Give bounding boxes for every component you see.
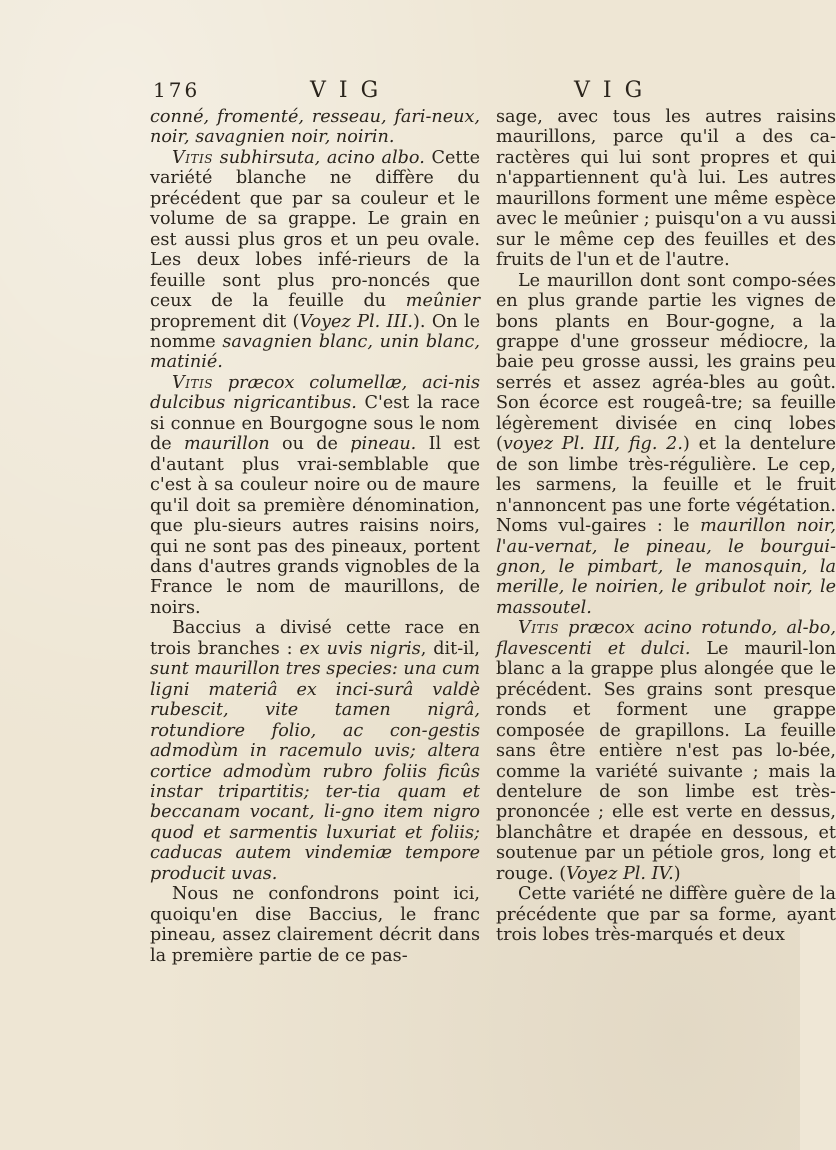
text-run: Il est d'autant plus vrai-semblable que c'est à sa couleur noire ou de maure qu'il doit sa première dénomination, que plu-sieurs autres raisins noirs, qui ne sont pas des pineaux, portent dans d'autres grands vignobles de la France le nom de maurillons, de noirs. bbox=[150, 434, 480, 618]
text-run: Le mauril-lon blanc a la grappe plus alongée que le précédent. Ses grains sont presque ronds et forment une grappe composée de grapillons. La feuille sans être entière n'est pas lo-bée, comme la variété suivante ; mais la dentelure de son limbe est très-prononcée ; elle est verte en dessus, blanchâtre et drapée en dessous, et soutenue par un pétiole gros, long et rouge. ( bbox=[496, 638, 836, 884]
italic-term: meûnier bbox=[405, 291, 480, 312]
plate-reference: Voyez Pl. III. bbox=[299, 311, 413, 332]
paragraph bbox=[496, 618, 836, 884]
species-name: Vitis bbox=[172, 372, 213, 393]
text-run: ) bbox=[673, 863, 681, 884]
left-column bbox=[150, 107, 480, 966]
species-name: Vitis bbox=[518, 618, 559, 639]
paragraph bbox=[496, 884, 836, 945]
text-run: Le maurillon dont sont compo-sées en plus grande partie les vignes de bons plants en Bour-gogne, a la grappe d'une grosseur médiocre, la baie peu grosse aussi, les grains peu serrés et assez agréa-bles au goût. Son écorce est rougeâ-tre; sa feuille légèrement divisée en cinq lobes ( bbox=[496, 270, 836, 455]
text-run: C'est la race si connue en Bourgogne sous le nom de bbox=[150, 393, 480, 455]
text-run: Baccius a divisé cette race en trois branches : bbox=[150, 618, 480, 659]
plate-reference: Voyez Pl. IV. bbox=[566, 863, 674, 884]
text-run: proprement dit ( bbox=[150, 311, 300, 332]
text-run: Cette variété ne diffère guère de la précédente que par sa forme, ayant trois lobes très-marqués et deux bbox=[496, 884, 836, 946]
latin-text: præcox acino rotundo, al-bo, flavescenti et dulci. bbox=[496, 618, 836, 659]
italic-term: maurillon bbox=[183, 434, 270, 455]
latin-text: ex uvis nigris bbox=[299, 638, 421, 659]
species-name: Vitis bbox=[172, 147, 213, 168]
latin-quotation: sunt maurillon tres species: una cum ligni materiâ ex inci-surâ valdè rubescit, vite tamen nigrâ, rotundiore folio, ac con-gestis admodùm in racemulo uvis; altera cortice admodùm rubro foliis ficûs instar tripartitis; ter-tia quam et beccanam vocant, li-gno item nigro quod et sarmentis luxuriat et foliis; caducas autem vindemiæ tempore producit uvas. bbox=[150, 659, 480, 884]
vernacular-names: savagnien blanc, unin blanc, matinié. bbox=[150, 331, 481, 373]
plate-reference: voyez Pl. III, fig. 2. bbox=[502, 434, 683, 455]
paragraph bbox=[150, 373, 480, 618]
page-number: 176 bbox=[153, 78, 201, 102]
running-title-right: V I G bbox=[574, 78, 646, 103]
running-title-left: V I G bbox=[310, 78, 382, 103]
text-run: ). On le nomme bbox=[150, 311, 481, 352]
running-header bbox=[0, 78, 800, 106]
paragraph bbox=[150, 148, 480, 373]
vernacular-names: maurillon noir, l'au-vernat, le pineau, le bourgui-gnon, le pimbart, le manosquin, la merille, le noirien, le gribulot noir, le massoutel. bbox=[496, 516, 836, 618]
text-run: conné, fromenté, resseau, fari-neux, noir, savagnien noir, noirin. bbox=[150, 107, 480, 148]
paragraph bbox=[150, 884, 480, 966]
right-column bbox=[496, 107, 836, 946]
latin-text: præcox columellæ, aci-nis dulcibus nigricantibus. bbox=[150, 372, 480, 414]
text-run: ou de bbox=[269, 434, 351, 455]
paragraph bbox=[496, 107, 836, 271]
text-run: ) et la dentelure de son limbe très-régulière. Le cep, les sarmens, la feuille et le fruit n'annoncent pas une forte végétation. Noms vul-gaires : le bbox=[496, 434, 836, 537]
text-run: Nous ne confondrons point ici, quoiqu'en dise Baccius, le franc pineau, assez clairement décrit dans la première partie de ce pas- bbox=[150, 884, 480, 966]
text-run: sage, avec tous les autres raisins maurillons, parce qu'il a des ca-ractères qui lui sont propres et qui n'appartiennent qu'à lui. Les autres maurillons forment une même espèce avec le meûnier ; puisqu'on a vu aussi sur le même cep des feuilles et des fruits de l'un et de l'autre. bbox=[496, 107, 836, 271]
text-run: Cette variété blanche ne diffère du précédent que par sa couleur et le volume de sa grappe. Le grain en est aussi plus gros et un peu ovale. Les deux lobes infé-rieurs de la feuille sont plus pro-noncés que ceux de la feuille du bbox=[150, 147, 480, 312]
paragraph bbox=[150, 107, 480, 148]
italic-term: pineau. bbox=[350, 434, 417, 455]
paragraph bbox=[496, 271, 836, 619]
paragraph bbox=[150, 618, 480, 884]
text-run: , dit-il, bbox=[420, 638, 480, 659]
latin-text: subhirsuta, acino albo. bbox=[212, 147, 425, 168]
